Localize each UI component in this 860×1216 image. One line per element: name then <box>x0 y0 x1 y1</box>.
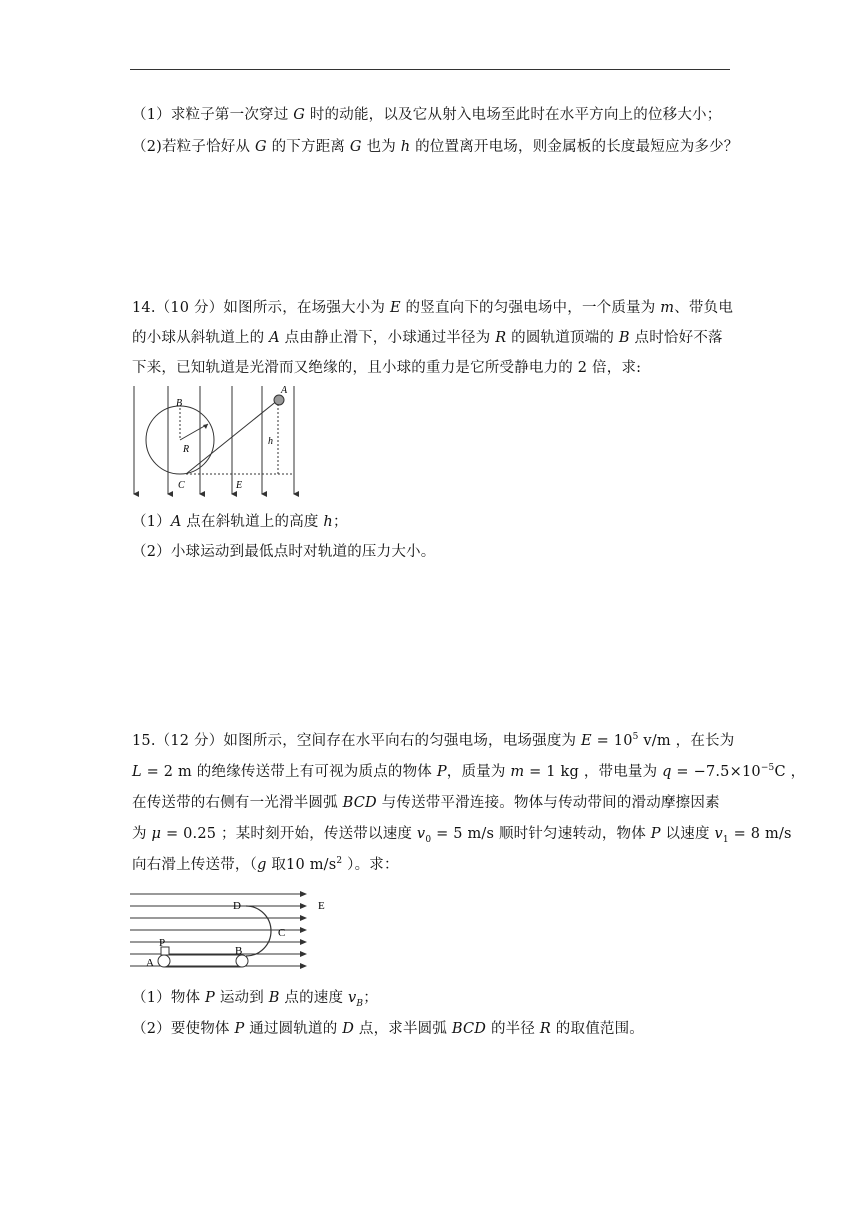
label-E: E <box>236 480 243 491</box>
question-1: （1）求粒子第一次穿过 G 时的动能，以及它从射入电场至此时在水平方向上的位移大小； <box>132 107 722 123</box>
problem-15-line-5: 向右滑上传送带，（g 取10 $m/s^2$ ）。求： <box>132 856 399 873</box>
problem-14-sub-1: （1）A 点在斜轨道上的高度 h； <box>132 514 348 530</box>
label-C: C <box>278 927 286 939</box>
problem-14-figure <box>128 382 308 500</box>
problem-14-sub-2: （2）小球运动到最低点时对轨道的压力大小。 <box>132 544 436 560</box>
problem-14-line-2: 的小球从斜轨道上的 A 点由静止滑下，小球通过半径为 R 的圆轨道顶端的 B 点时恰好不落 <box>132 330 723 346</box>
label-E: E <box>318 900 325 912</box>
problem-15-figure <box>128 888 338 976</box>
label-h: h <box>268 436 273 447</box>
question-2: （2)若粒子恰好从 G 的下方距离 G 也为 h 的位置离开电场，则金属板的长度最短应为多少？ <box>132 139 739 155</box>
problem-15-line-3: 在传送带的右侧有一光滑半圆弧 BCD 与传送带平滑连接。物体与传动带间的滑动摩擦因素 <box>132 795 720 811</box>
label-B: B <box>176 398 183 409</box>
problem-15-line-2: L = 2 m 的绝缘传送带上有可视为质点的物体 P，质量为 m = 1 kg ，带电量为 $q = -7.5\times 10^{-5}C$ ， <box>132 763 806 780</box>
ball <box>274 395 284 405</box>
problem-15-line-1: 15.（12 分）如图所示，空间存在水平向右的匀强电场，电场强度为 $E = 10^5$ v/m ，在长为 <box>132 732 735 749</box>
label-D: D <box>233 900 241 912</box>
problem-15-sub-2: （2）要使物体 P 通过圆轨道的 D 点，求半圆弧 BCD 的半径 R 的取值范围。 <box>132 1021 644 1037</box>
label-P: P <box>159 937 166 949</box>
label-C: C <box>178 480 185 491</box>
problem-15-sub-1: （1）物体 P 运动到 B 点的速度 $v_B$； <box>132 990 378 1009</box>
label-B: B <box>235 945 243 957</box>
label-A: A <box>281 385 288 396</box>
problem-14-line-3: 下来，已知轨道是光滑而又绝缘的，且小球的重力是它所受静电力的 2 倍，求: <box>132 360 642 376</box>
semicircle-track <box>246 906 271 956</box>
label-R: R <box>183 444 190 455</box>
header-rule <box>130 69 730 70</box>
problem-14-line-1: 14.（10 分）如图所示，在场强大小为 E 的竖直向下的匀强电场中，一个质量为 m、带负电 <box>132 300 734 316</box>
label-A: A <box>146 957 154 969</box>
problem-15-line-4: 为 μ = 0.25 ；某时刻开始，传送带以速度 $v_0 = 5$ m/s 顺时针匀速转动，物体 P 以速度 $v_1 = 8$ m/s <box>132 826 792 845</box>
